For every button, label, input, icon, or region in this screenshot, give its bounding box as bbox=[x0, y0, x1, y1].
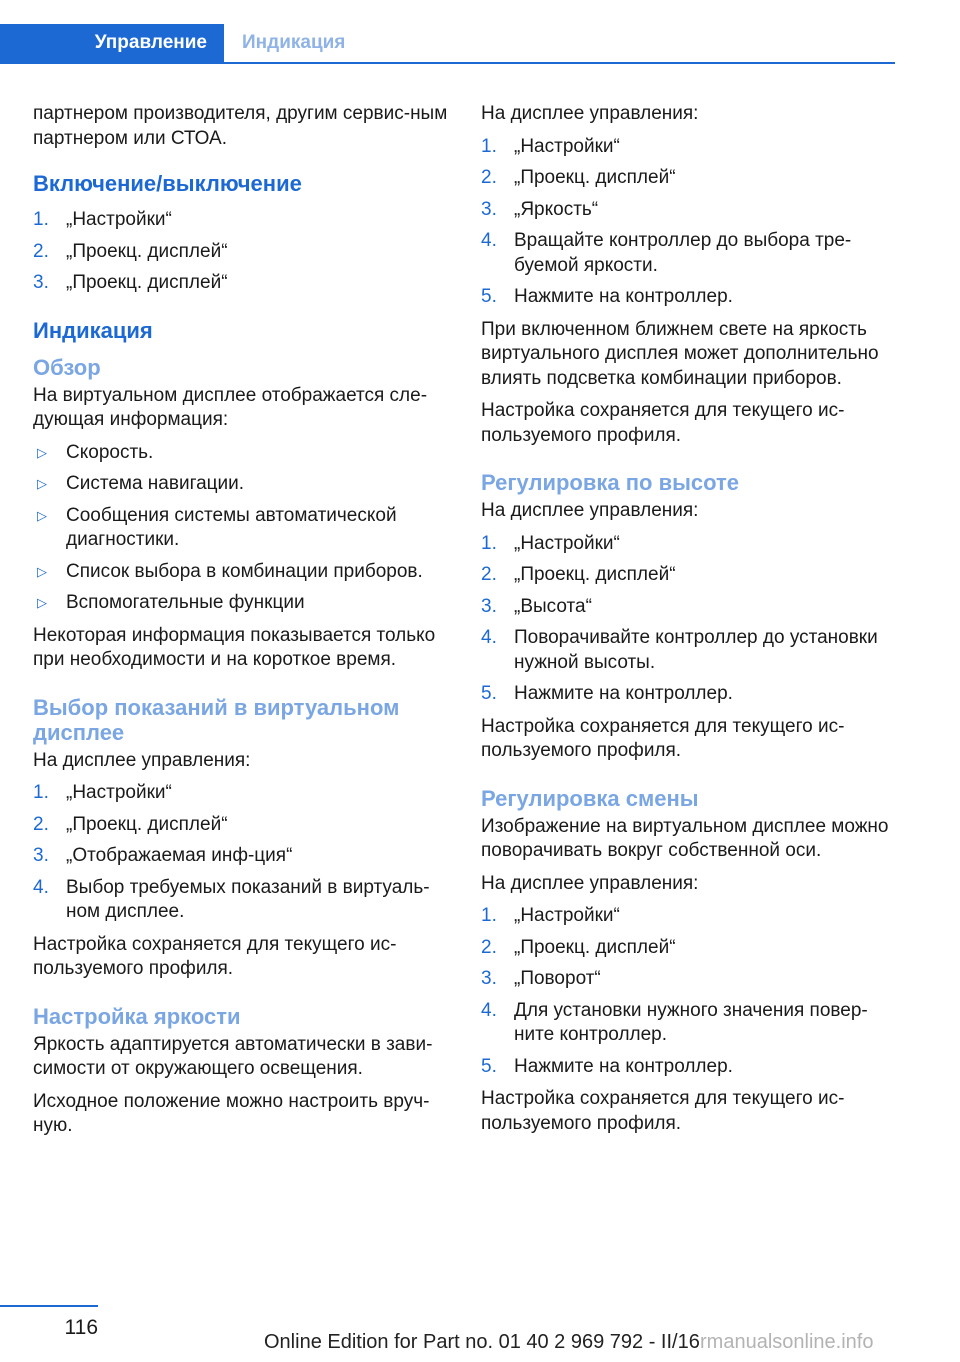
item-text: „Проекц. дисплей“ bbox=[514, 564, 676, 585]
triangle-bullet-icon: ▷ bbox=[37, 444, 47, 460]
triangle-bullet-icon: ▷ bbox=[37, 563, 47, 579]
step-item bbox=[481, 1055, 899, 1080]
item-text: Для установки нужного значения повер-ните контроллер. bbox=[514, 999, 868, 1045]
bullet-item bbox=[33, 560, 451, 585]
item-text: „Настройки“ bbox=[514, 135, 620, 157]
item-text: Нажмите на контроллер. bbox=[514, 286, 733, 307]
step-number: 4. bbox=[481, 230, 497, 251]
bullet-item bbox=[33, 591, 451, 616]
item-text: Нажмите на контроллер. bbox=[514, 1055, 733, 1077]
tab-indikatsiya[interactable]: Индикация bbox=[242, 32, 346, 53]
height-note: Настройка сохраняется для текущего ис-пользуемого профиля. bbox=[481, 715, 845, 761]
overview-note: Некоторая информация показывается только при необходимости и на короткое время. bbox=[33, 624, 436, 670]
rotation-note: Настройка сохраняется для текущего ис-пользуемого профиля. bbox=[481, 1088, 845, 1134]
item-text: „Яркость“ bbox=[514, 198, 599, 220]
step-number: 5. bbox=[481, 1055, 497, 1077]
item-text: „Поворот“ bbox=[514, 968, 601, 989]
step-item bbox=[481, 166, 899, 191]
step-number: 3. bbox=[33, 845, 49, 866]
item-text: „Проекц. дисплей“ bbox=[66, 813, 228, 835]
item-text: „Отображаемая инф-ция“ bbox=[66, 845, 293, 866]
step-item bbox=[481, 595, 899, 620]
item-text: Список выбора в комбинации приборов. bbox=[66, 560, 423, 582]
item-text: Вспомогательные функции bbox=[66, 592, 305, 613]
rotation-steps bbox=[481, 904, 899, 1079]
item-text: „Настройки“ bbox=[514, 905, 620, 926]
step-number: 5. bbox=[481, 286, 497, 307]
step-item bbox=[481, 135, 899, 160]
brightness-note-1: При включенном ближнем свете на яркость виртуального дисплея может дополнительно влиять подсветка комбинации приборов. bbox=[481, 318, 879, 389]
item-text: „Проекц. дисплей“ bbox=[514, 936, 676, 958]
step-number: 1. bbox=[33, 782, 49, 803]
step-number: 1. bbox=[33, 209, 49, 230]
item-text: Вращайте контроллер до выбора тре-буемой яркости. bbox=[514, 230, 852, 276]
item-text: „Настройки“ bbox=[66, 209, 172, 230]
step-item bbox=[33, 271, 451, 296]
step-number: 1. bbox=[481, 135, 497, 157]
item-text: „Проекц. дисплей“ bbox=[66, 240, 228, 262]
select-note: Настройка сохраняется для текущего ис-пользуемого профиля. bbox=[33, 933, 397, 979]
step-item bbox=[481, 198, 899, 223]
watermark: rmanualsonline.info bbox=[700, 1331, 874, 1353]
tab-upravlenie[interactable]: Управление bbox=[0, 24, 224, 62]
step-item bbox=[481, 682, 899, 707]
item-text: Выбор требуемых показаний в виртуаль-ном дисплее. bbox=[66, 876, 430, 922]
triangle-bullet-icon: ▷ bbox=[37, 595, 47, 610]
triangle-bullet-icon: ▷ bbox=[37, 476, 47, 491]
step-number: 2. bbox=[481, 167, 497, 188]
step-item bbox=[33, 844, 451, 869]
step-number: 1. bbox=[481, 905, 497, 926]
step-item bbox=[481, 904, 899, 929]
step-item bbox=[481, 999, 899, 1048]
item-text: Система навигации. bbox=[66, 473, 245, 494]
step-number: 4. bbox=[33, 876, 49, 898]
step-item bbox=[481, 532, 899, 557]
brightness-text-1: Яркость адаптируется автоматически в зави-симости от окружающего освещения. bbox=[33, 1033, 433, 1079]
step-item bbox=[33, 781, 451, 806]
item-text: „Проекц. дисплей“ bbox=[514, 167, 676, 188]
step-item bbox=[481, 563, 899, 588]
step-item bbox=[33, 876, 451, 925]
left-column bbox=[33, 102, 451, 1147]
right-column bbox=[481, 102, 899, 1144]
step-number: 1. bbox=[481, 532, 497, 554]
select-steps bbox=[33, 781, 451, 925]
step-item bbox=[481, 936, 899, 961]
brightness-note-2: Настройка сохраняется для текущего ис-пользуемого профиля. bbox=[481, 400, 845, 446]
item-text: Сообщения системы автоматической диагностики. bbox=[66, 504, 397, 550]
rotation-heading: Регулировка смены bbox=[481, 785, 699, 811]
brightness-steps bbox=[481, 135, 899, 310]
item-text: „Настройки“ bbox=[514, 532, 620, 554]
step-item bbox=[33, 813, 451, 838]
intro-text: партнером производителя, другим сервис-ным партнером или СТОА. bbox=[33, 103, 448, 149]
step-number: 3. bbox=[481, 595, 497, 617]
triangle-bullet-icon: ▷ bbox=[37, 507, 47, 523]
step-number: 3. bbox=[33, 272, 49, 293]
brightness-heading: Настройка яркости bbox=[33, 1003, 241, 1029]
step-number: 2. bbox=[33, 240, 49, 262]
overview-text: На виртуальном дисплее отображается сле-дующая информация: bbox=[33, 384, 428, 430]
onoff-heading: Включение/выключение bbox=[33, 171, 302, 196]
select-heading: Выбор показаний в виртуальном дисплее bbox=[33, 694, 400, 745]
height-intro: На дисплее управления: bbox=[481, 500, 699, 521]
item-text: „Проекц. дисплей“ bbox=[66, 272, 228, 293]
step-number: 2. bbox=[481, 936, 497, 958]
item-text: Скорость. bbox=[66, 441, 154, 463]
item-text: Нажмите на контроллер. bbox=[514, 683, 733, 704]
brightness-intro: На дисплее управления: bbox=[481, 103, 699, 124]
bullet-item bbox=[33, 504, 451, 553]
step-number: 2. bbox=[481, 564, 497, 585]
item-text: „Настройки“ bbox=[66, 782, 172, 803]
select-intro: На дисплее управления: bbox=[33, 749, 251, 771]
rotation-text: Изображение на виртуальном дисплее можно поворачивать вокруг собственной оси. bbox=[481, 815, 889, 861]
step-item bbox=[481, 229, 899, 278]
step-number: 4. bbox=[481, 999, 497, 1021]
step-item bbox=[481, 626, 899, 675]
step-number: 4. bbox=[481, 627, 497, 648]
height-steps bbox=[481, 532, 899, 707]
step-item bbox=[481, 967, 899, 992]
step-number: 5. bbox=[481, 683, 497, 704]
bullet-item bbox=[33, 441, 451, 466]
item-text: „Высота“ bbox=[514, 595, 592, 617]
rotation-intro: На дисплее управления: bbox=[481, 872, 699, 894]
height-heading: Регулировка по высоте bbox=[481, 470, 740, 495]
step-number: 2. bbox=[33, 813, 49, 835]
onoff-steps bbox=[33, 208, 451, 296]
step-item bbox=[481, 285, 899, 310]
step-item bbox=[33, 208, 451, 233]
bullet-item bbox=[33, 472, 451, 497]
indication-heading: Индикация bbox=[33, 317, 153, 343]
step-number: 3. bbox=[481, 198, 497, 220]
page-header bbox=[0, 24, 895, 64]
footer-divider bbox=[0, 1305, 98, 1307]
item-text: Поворачивайте контроллер до установки нужной высоты. bbox=[514, 627, 878, 673]
step-number: 3. bbox=[481, 968, 497, 989]
edition-text: Online Edition for Part no. 01 40 2 969 792 - II/16 bbox=[264, 1331, 700, 1353]
overview-bullets bbox=[33, 441, 451, 616]
brightness-text-2: Исходное положение можно настроить вруч-ную. bbox=[33, 1090, 430, 1136]
page-number: 116 bbox=[64, 1316, 98, 1339]
overview-heading: Обзор bbox=[33, 354, 101, 380]
step-item bbox=[33, 240, 451, 265]
